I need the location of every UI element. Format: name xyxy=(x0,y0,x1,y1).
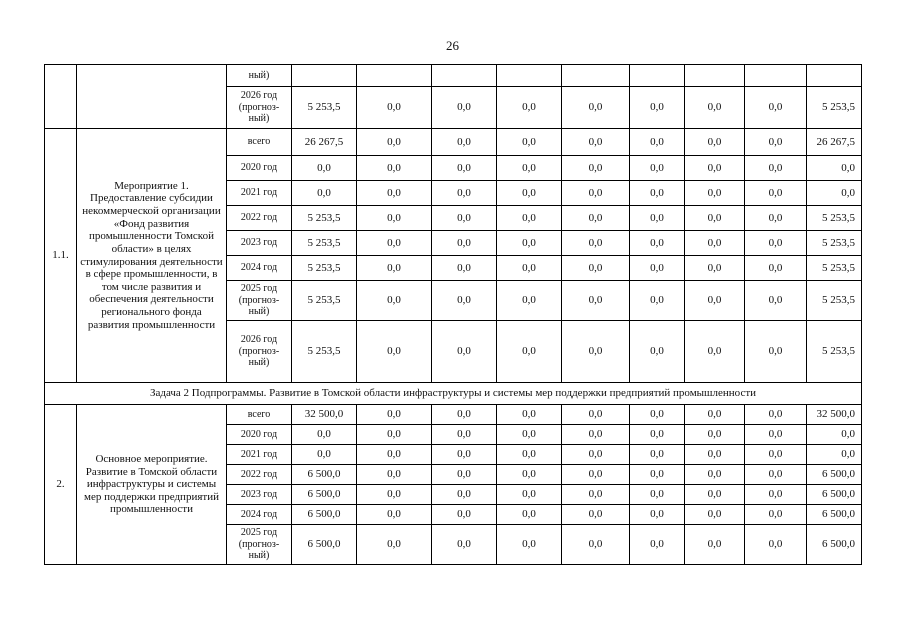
value-cell: 0,0 xyxy=(685,525,745,565)
value-cell: 5 253,5 xyxy=(292,281,357,321)
value-cell: 0,0 xyxy=(562,525,630,565)
value-cell: 0,0 xyxy=(745,425,807,445)
value-cell: 0,0 xyxy=(562,256,630,281)
value-cell: 0,0 xyxy=(685,321,745,383)
value-cell: 0,0 xyxy=(562,281,630,321)
value-cell: 0,0 xyxy=(562,405,630,425)
value-cell: 0,0 xyxy=(630,231,685,256)
value-cell: 0,0 xyxy=(357,505,432,525)
value-cell: 0,0 xyxy=(630,87,685,129)
value-cell xyxy=(432,65,497,87)
row-name-cell: Мероприятие 1. Предоставление субсидии некоммерческой организации «Фонд развития промышленности Томской области» в целях стимулирования деятельности в сфере промышленности, в том числе развития и обеспечения деятельности регионального фонда развития промышленности xyxy=(77,129,227,383)
value-cell: 0,0 xyxy=(630,181,685,206)
value-cell: 0,0 xyxy=(630,156,685,181)
value-cell: 0,0 xyxy=(497,321,562,383)
value-cell: 0,0 xyxy=(292,445,357,465)
value-cell xyxy=(807,65,862,87)
value-cell: 0,0 xyxy=(685,425,745,445)
value-cell: 0,0 xyxy=(630,505,685,525)
value-cell: 6 500,0 xyxy=(807,525,862,565)
value-cell: 0,0 xyxy=(630,321,685,383)
value-cell: 0,0 xyxy=(745,181,807,206)
value-cell: 0,0 xyxy=(630,206,685,231)
value-cell: 0,0 xyxy=(497,231,562,256)
value-cell: 0,0 xyxy=(745,206,807,231)
value-cell: 0,0 xyxy=(497,156,562,181)
value-cell: 0,0 xyxy=(357,465,432,485)
value-cell: 26 267,5 xyxy=(292,129,357,156)
value-cell: 0,0 xyxy=(630,129,685,156)
value-cell: 0,0 xyxy=(497,525,562,565)
value-cell: 0,0 xyxy=(432,206,497,231)
value-cell: 0,0 xyxy=(497,465,562,485)
value-cell: 0,0 xyxy=(685,129,745,156)
value-cell: 0,0 xyxy=(685,256,745,281)
value-cell: 5 253,5 xyxy=(807,321,862,383)
value-cell: 0,0 xyxy=(630,281,685,321)
value-cell: 0,0 xyxy=(562,485,630,505)
value-cell: 0,0 xyxy=(497,505,562,525)
year-cell: 2024 год xyxy=(227,505,292,525)
value-cell: 0,0 xyxy=(292,156,357,181)
row-number-cell xyxy=(45,65,77,129)
value-cell: 5 253,5 xyxy=(807,281,862,321)
value-cell: 0,0 xyxy=(685,181,745,206)
value-cell: 0,0 xyxy=(497,425,562,445)
value-cell: 0,0 xyxy=(357,156,432,181)
page-number: 26 xyxy=(446,38,459,53)
budget-table xyxy=(44,64,862,565)
value-cell: 0,0 xyxy=(562,425,630,445)
value-cell: 0,0 xyxy=(745,129,807,156)
value-cell: 0,0 xyxy=(745,485,807,505)
year-cell: всего xyxy=(227,405,292,425)
value-cell: 0,0 xyxy=(685,206,745,231)
value-cell: 0,0 xyxy=(497,281,562,321)
value-cell: 0,0 xyxy=(357,129,432,156)
value-cell: 5 253,5 xyxy=(292,231,357,256)
year-cell: 2025 год (прогноз-ный) xyxy=(227,281,292,321)
year-cell: всего xyxy=(227,129,292,156)
row-name-cell xyxy=(77,65,227,129)
value-cell xyxy=(562,65,630,87)
value-cell: 0,0 xyxy=(562,231,630,256)
value-cell: 5 253,5 xyxy=(292,206,357,231)
row-number-cell: 2. xyxy=(45,405,77,565)
value-cell: 0,0 xyxy=(630,465,685,485)
value-cell: 0,0 xyxy=(357,425,432,445)
value-cell: 0,0 xyxy=(685,445,745,465)
value-cell: 0,0 xyxy=(432,156,497,181)
value-cell: 0,0 xyxy=(685,156,745,181)
year-cell: 2024 год xyxy=(227,256,292,281)
value-cell: 0,0 xyxy=(685,505,745,525)
value-cell: 0,0 xyxy=(745,525,807,565)
value-cell: 0,0 xyxy=(357,206,432,231)
value-cell: 0,0 xyxy=(497,206,562,231)
value-cell: 0,0 xyxy=(432,256,497,281)
value-cell: 0,0 xyxy=(357,445,432,465)
value-cell: 0,0 xyxy=(432,129,497,156)
value-cell: 0,0 xyxy=(745,156,807,181)
value-cell: 0,0 xyxy=(562,129,630,156)
table-row xyxy=(45,65,862,87)
value-cell: 0,0 xyxy=(807,425,862,445)
value-cell: 0,0 xyxy=(562,505,630,525)
row-name-cell: Основное мероприятие. Развитие в Томской области инфраструктуры и системы мер поддержки предприятий промышленности xyxy=(77,405,227,565)
row-number-cell: 1.1. xyxy=(45,129,77,383)
value-cell: 0,0 xyxy=(432,485,497,505)
value-cell: 0,0 xyxy=(630,256,685,281)
value-cell: 5 253,5 xyxy=(807,231,862,256)
value-cell: 6 500,0 xyxy=(807,505,862,525)
value-cell: 0,0 xyxy=(562,465,630,485)
value-cell: 0,0 xyxy=(432,405,497,425)
value-cell: 0,0 xyxy=(432,181,497,206)
value-cell: 0,0 xyxy=(685,231,745,256)
value-cell: 0,0 xyxy=(630,445,685,465)
value-cell: 0,0 xyxy=(497,129,562,156)
value-cell: 0,0 xyxy=(497,405,562,425)
value-cell: 5 253,5 xyxy=(807,87,862,129)
value-cell: 0,0 xyxy=(745,465,807,485)
value-cell: 0,0 xyxy=(357,256,432,281)
value-cell: 0,0 xyxy=(497,445,562,465)
value-cell: 6 500,0 xyxy=(292,525,357,565)
year-cell: 2025 год (прогноз-ный) xyxy=(227,525,292,565)
value-cell: 0,0 xyxy=(357,181,432,206)
value-cell: 0,0 xyxy=(807,156,862,181)
value-cell: 0,0 xyxy=(807,181,862,206)
value-cell: 0,0 xyxy=(357,525,432,565)
year-cell: 2026 год (прогноз-ный) xyxy=(227,321,292,383)
value-cell: 0,0 xyxy=(497,256,562,281)
value-cell: 0,0 xyxy=(562,445,630,465)
value-cell: 0,0 xyxy=(685,87,745,129)
value-cell xyxy=(292,65,357,87)
year-cell: 2021 год xyxy=(227,181,292,206)
task-row xyxy=(45,383,862,405)
value-cell: 0,0 xyxy=(432,445,497,465)
year-cell: 2020 год xyxy=(227,425,292,445)
value-cell: 0,0 xyxy=(357,281,432,321)
value-cell: 0,0 xyxy=(497,87,562,129)
value-cell: 0,0 xyxy=(630,485,685,505)
value-cell: 0,0 xyxy=(745,445,807,465)
year-cell: 2023 год xyxy=(227,485,292,505)
value-cell: 0,0 xyxy=(745,281,807,321)
value-cell: 0,0 xyxy=(432,505,497,525)
value-cell: 5 253,5 xyxy=(292,87,357,129)
value-cell: 0,0 xyxy=(630,525,685,565)
value-cell: 0,0 xyxy=(745,505,807,525)
value-cell: 0,0 xyxy=(562,156,630,181)
value-cell xyxy=(630,65,685,87)
value-cell: 6 500,0 xyxy=(292,465,357,485)
value-cell: 32 500,0 xyxy=(807,405,862,425)
value-cell: 0,0 xyxy=(685,281,745,321)
value-cell: 0,0 xyxy=(745,87,807,129)
value-cell xyxy=(357,65,432,87)
value-cell: 26 267,5 xyxy=(807,129,862,156)
table-row xyxy=(45,405,862,425)
task-heading: Задача 2 Подпрограммы. Развитие в Томской области инфраструктуры и системы мер поддержки предприятий промышленности xyxy=(45,383,862,405)
value-cell: 5 253,5 xyxy=(807,256,862,281)
year-cell: 2021 год xyxy=(227,445,292,465)
value-cell: 0,0 xyxy=(745,405,807,425)
value-cell: 32 500,0 xyxy=(292,405,357,425)
value-cell: 5 253,5 xyxy=(292,321,357,383)
value-cell: 0,0 xyxy=(292,425,357,445)
value-cell: 0,0 xyxy=(630,425,685,445)
value-cell: 5 253,5 xyxy=(292,256,357,281)
value-cell: 0,0 xyxy=(807,445,862,465)
value-cell: 0,0 xyxy=(357,485,432,505)
value-cell: 0,0 xyxy=(630,405,685,425)
value-cell: 0,0 xyxy=(432,525,497,565)
value-cell: 0,0 xyxy=(432,87,497,129)
value-cell: 0,0 xyxy=(685,485,745,505)
value-cell: 6 500,0 xyxy=(807,465,862,485)
value-cell: 0,0 xyxy=(357,321,432,383)
value-cell: 0,0 xyxy=(357,231,432,256)
value-cell: 0,0 xyxy=(432,425,497,445)
value-cell: 0,0 xyxy=(432,321,497,383)
value-cell: 0,0 xyxy=(432,281,497,321)
value-cell xyxy=(685,65,745,87)
year-cell: 2020 год xyxy=(227,156,292,181)
value-cell: 0,0 xyxy=(357,87,432,129)
table-row xyxy=(45,129,862,156)
value-cell xyxy=(497,65,562,87)
value-cell: 0,0 xyxy=(745,231,807,256)
value-cell: 0,0 xyxy=(562,87,630,129)
year-cell: 2022 год xyxy=(227,465,292,485)
value-cell: 0,0 xyxy=(562,206,630,231)
value-cell: 6 500,0 xyxy=(292,505,357,525)
value-cell: 6 500,0 xyxy=(292,485,357,505)
year-cell: 2026 год (прогноз-ный) xyxy=(227,87,292,129)
year-cell: 2023 год xyxy=(227,231,292,256)
value-cell: 0,0 xyxy=(357,405,432,425)
value-cell: 0,0 xyxy=(562,181,630,206)
value-cell: 0,0 xyxy=(432,231,497,256)
value-cell: 0,0 xyxy=(292,181,357,206)
year-cell: ный) xyxy=(227,65,292,87)
value-cell: 0,0 xyxy=(497,485,562,505)
value-cell: 0,0 xyxy=(745,321,807,383)
value-cell: 0,0 xyxy=(685,465,745,485)
value-cell: 0,0 xyxy=(745,256,807,281)
value-cell: 6 500,0 xyxy=(807,485,862,505)
value-cell: 0,0 xyxy=(497,181,562,206)
value-cell: 0,0 xyxy=(432,465,497,485)
table-body xyxy=(45,65,862,565)
value-cell: 0,0 xyxy=(685,405,745,425)
year-cell: 2022 год xyxy=(227,206,292,231)
value-cell: 0,0 xyxy=(562,321,630,383)
value-cell: 5 253,5 xyxy=(807,206,862,231)
value-cell xyxy=(745,65,807,87)
